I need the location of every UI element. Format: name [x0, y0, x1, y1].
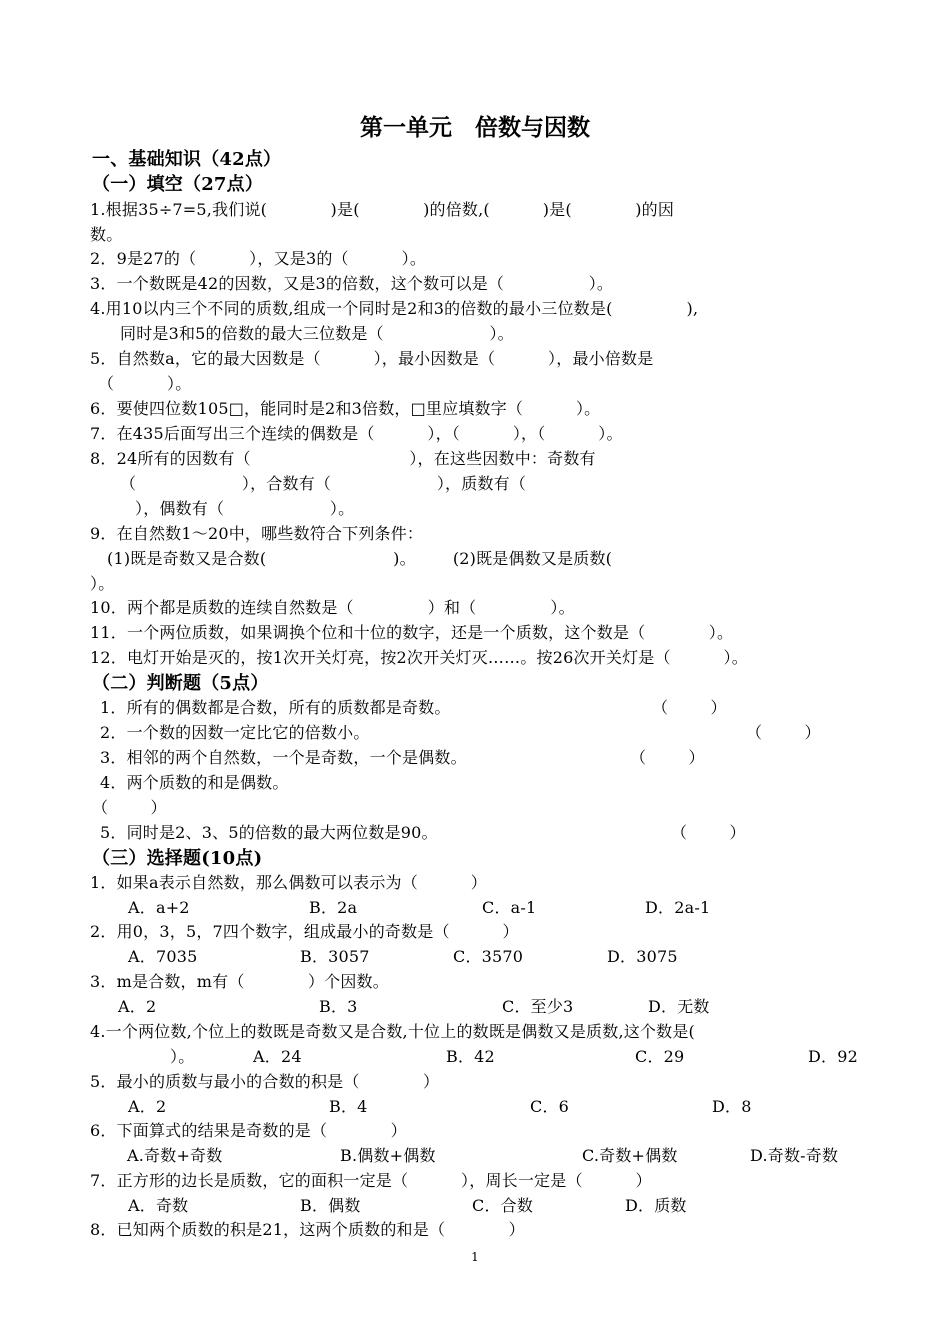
fill-line-12: 12．电灯开始是灭的，按1次开关灯亮，按2次开关灯灭……。按26次开关灯是（ ）。 [90, 648, 748, 667]
choice-2-option-c: C．3570 [453, 947, 524, 966]
fill-line-9a: (1)既是奇数又是合数( )。 (2)既是偶数又是质数( [107, 549, 613, 568]
choice-question-2: 2．用0，3，5，7四个数字，组成最小的奇数是（ ） [90, 922, 519, 941]
judge-item-5: 5．同时是2、3、5的倍数的最大两位数是90。 [100, 823, 438, 842]
choice-3-option-d: D．无数 [648, 997, 710, 1016]
choice-1-option-c: C．a-1 [482, 898, 537, 917]
choice-5-option-b: B．4 [329, 1097, 368, 1116]
section-heading-basics: 一、基础知识（42点） [92, 149, 282, 170]
fill-line-4b: 同时是3和5的倍数的最大三位数是（ ）。 [120, 324, 514, 343]
judge-item-1: 1．所有的偶数都是合数，所有的质数都是奇数。 [100, 698, 451, 717]
choice-question-5: 5．最小的质数与最小的合数的积是（ ） [90, 1072, 440, 1091]
fill-line-3: 3．一个数既是42的因数，又是3的倍数，这个数可以是（ ）。 [90, 274, 614, 293]
choice-question-8: 8．已知两个质数的积是21，这两个质数的和是（ ） [90, 1220, 525, 1239]
judge-answer-1: （ ） [652, 698, 727, 717]
fill-line-11: 11．一个两位质数，如果调换个位和十位的数字，还是一个质数，这个数是（ ）。 [90, 623, 734, 642]
choice-6-option-d: D.奇数-奇数 [750, 1146, 839, 1165]
fill-line-9: 9．在自然数1～20中，哪些数符合下列条件： [90, 524, 424, 543]
choice-7-option-a: A．奇数 [128, 1196, 189, 1215]
fill-line-8: 8．24所有的因数有（ ），在这些因数中：奇数有 [90, 449, 596, 468]
choice-1-option-a: A．a+2 [128, 898, 190, 917]
fill-line-9b: ）。 [90, 574, 115, 593]
fill-line-7: 7．在435后面写出三个连续的偶数是（ ），（ ），（ ）。 [90, 424, 623, 443]
choice-4-option-a: A．24 [253, 1047, 302, 1066]
page-number: 1 [471, 1250, 479, 1264]
judge-item-3: 3．相邻的两个自然数，一个是奇数，一个是偶数。 [100, 748, 467, 767]
fill-line-1b: 数。 [90, 225, 123, 244]
fill-line-8b: （ ），合数有（ ），质数有（ [120, 474, 527, 493]
judge-item-2: 2．一个数的因数一定比它的倍数小。 [100, 723, 370, 742]
judge-answer-4: （ ） [92, 798, 167, 817]
fill-line-1: 1.根据35÷7=5,我们说( )是( )的倍数,( )是( )的因 [90, 200, 675, 219]
choice-question-1: 1．如果a表示自然数，那么偶数可以表示为（ ） [90, 873, 487, 892]
choice-7-option-c: C．合数 [472, 1196, 534, 1215]
fill-line-4: 4.用10以内三个不同的质数,组成一个同时是2和3的倍数的最小三位数是( ), [90, 299, 699, 318]
choice-1-option-d: D．2a-1 [645, 898, 711, 917]
fill-line-5: 5．自然数a，它的最大因数是（ ），最小因数是（ ），最小倍数是 [90, 349, 654, 368]
choice-question-4: 4.一个两位数,个位上的数既是奇数又是合数,十位上的数既是偶数又是质数,这个数是( [90, 1022, 695, 1041]
page-title: 第一单元 倍数与因数 [360, 114, 590, 141]
choice-6-option-b: B.偶数+偶数 [340, 1146, 436, 1165]
subsection-heading-choice: （三）选择题(10点) [92, 848, 263, 869]
choice-3-option-a: A．2 [118, 997, 157, 1016]
choice-question-4b: ）。 [170, 1047, 195, 1066]
judge-answer-5: （ ） [671, 823, 746, 842]
choice-1-option-b: B．2a [309, 898, 358, 917]
subsection-heading-fill: （一）填空（27点） [92, 174, 264, 195]
fill-line-6: 6．要使四位数105□，能同时是2和3倍数，□里应填数字（ ）。 [90, 399, 601, 418]
choice-4-option-c: C．29 [635, 1047, 685, 1066]
fill-line-5b: （ ）。 [98, 374, 192, 393]
choice-3-option-b: B．3 [319, 997, 358, 1016]
fill-line-8c: ），偶数有（ ）。 [135, 499, 355, 518]
choice-question-7: 7．正方形的边长是质数，它的面积一定是（ ），周长一定是（ ） [90, 1171, 652, 1190]
subsection-heading-judge: （二）判断题（5点） [92, 673, 269, 694]
choice-question-6: 6．下面算式的结果是奇数的是（ ） [90, 1121, 407, 1140]
choice-question-3: 3．m是合数，m有（ ）个因数。 [90, 972, 389, 991]
judge-item-4: 4．两个质数的和是偶数。 [100, 773, 289, 792]
choice-7-option-d: D．质数 [625, 1196, 687, 1215]
choice-2-option-b: B．3057 [300, 947, 370, 966]
choice-7-option-b: B．偶数 [300, 1196, 361, 1215]
choice-5-option-d: D．8 [712, 1097, 752, 1116]
choice-2-option-a: A．7035 [128, 947, 198, 966]
choice-6-option-a: A.奇数+奇数 [127, 1146, 223, 1165]
choice-4-option-d: D．92 [808, 1047, 858, 1066]
choice-2-option-d: D．3075 [607, 947, 678, 966]
fill-line-10: 10．两个都是质数的连续自然数是（ ）和（ ）。 [90, 598, 575, 617]
choice-6-option-c: C.奇数+偶数 [582, 1146, 678, 1165]
choice-3-option-c: C．至少3 [502, 997, 574, 1016]
judge-answer-3: （ ） [630, 748, 705, 767]
fill-line-2: 2．9是27的（ ），又是3的（ ）。 [90, 249, 427, 268]
choice-4-option-b: B．42 [446, 1047, 495, 1066]
choice-5-option-a: A．2 [128, 1097, 167, 1116]
judge-answer-2: （ ） [746, 723, 821, 742]
choice-5-option-c: C．6 [530, 1097, 570, 1116]
